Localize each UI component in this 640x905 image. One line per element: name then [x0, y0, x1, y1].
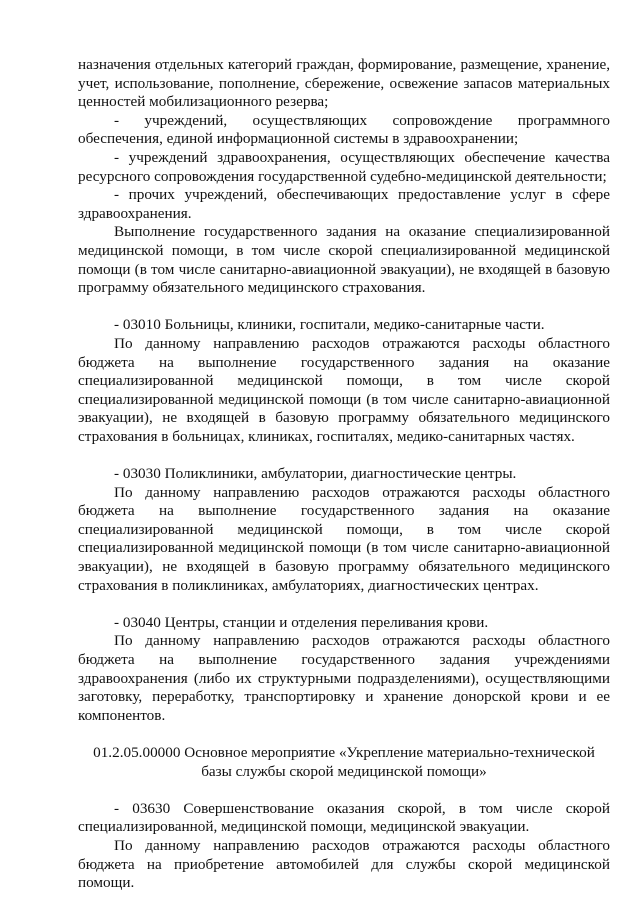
- section-03040-body: По данному направлению расходов отражаются расходы областного бюджета на выполнение государственного задания учреждениями здравоохранения (либо их структурными подразделениями), осуществляющими заготовку, переработку, транспортировку и хранение донорской крови и ее компонентов.: [78, 632, 610, 724]
- spacer: [78, 298, 610, 317]
- list-item-other-institutions: - прочих учреждений, обеспечивающих предоставление услуг в сфере здравоохранения.: [78, 186, 610, 222]
- main-activity-heading: 01.2.05.00000 Основное мероприятие «Укрепление материально-технической базы службы скорой медицинской помощи»: [93, 743, 595, 780]
- document-page: [78, 56, 610, 893]
- paragraph-state-assignment: Выполнение государственного задания на оказание специализированной медицинской помощи, в том числе скорой специализированной медицинской помощи (в том числе санитарно-авиационной эвакуации), не входящей в базовую программу обязательного медицинского страхования.: [78, 223, 610, 297]
- section-03630-title: - 03630 Совершенствование оказания скорой, в том числе скорой специализированной, медицинской помощи, медицинской эвакуации.: [78, 799, 610, 836]
- spacer: [78, 725, 610, 744]
- section-03010-title: - 03010 Больницы, клиники, госпитали, медико-санитарные части.: [114, 316, 545, 334]
- section-03030-title: - 03030 Поликлиники, амбулатории, диагностические центры.: [114, 465, 517, 483]
- section-03040-title: - 03040 Центры, станции и отделения переливания крови.: [114, 613, 489, 631]
- spacer: [78, 446, 610, 465]
- spacer: [78, 781, 610, 800]
- paragraph-mobilization-reserve: назначения отдельных категорий граждан, формирование, размещение, хранение, учет, использование, пополнение, сбережение, освежение запасов материальных ценностей мобилизационного резерва;: [78, 56, 610, 111]
- section-03630-body: По данному направлению расходов отражаются расходы областного бюджета на приобретение автомобилей для службы скорой медицинской помощи.: [78, 836, 610, 892]
- section-03010-body: По данному направлению расходов отражаются расходы областного бюджета на выполнение государственного задания на оказание специализированной медицинской помощи, в том числе скорой специализированной медицинской помощи (в том числе санитарно-авиационной эвакуации), не входящей в базовую программу обязательного медицинского страхования в больницах, клиниках, госпиталях, медико-санитарных частях.: [78, 334, 610, 445]
- spacer: [78, 595, 610, 614]
- list-item-forensic-support: - учреждений здравоохранения, осуществляющих обеспечение качества ресурсного сопровождения государственной судебно-медицинской деятельности;: [78, 148, 610, 185]
- list-item-software-support: - учреждений, осуществляющих сопровождение программного обеспечения, единой информационной системы в здравоохранении;: [78, 111, 610, 148]
- section-03030-body: По данному направлению расходов отражаются расходы областного бюджета на выполнение государственного задания на оказание специализированной медицинской помощи, в том числе скорой специализированной медицинской помощи (в том числе санитарно-авиационной эвакуации), не входящей в базовую программу обязательного медицинского страхования в поликлиниках, амбулаториях, диагностических центрах.: [78, 483, 610, 594]
